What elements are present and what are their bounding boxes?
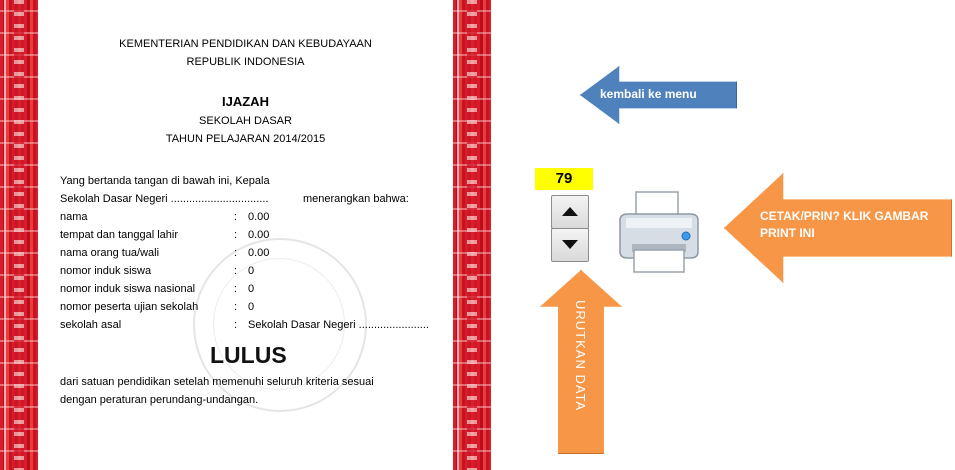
- intro-line-1: Yang bertanda tangan di bawah ini, Kepala: [60, 175, 270, 187]
- print-hint-label: CETAK/PRIN? KLIK GAMBAR PRINT INI: [760, 209, 929, 240]
- field-value: 0.00: [248, 247, 270, 259]
- field-value: 0.00: [248, 229, 270, 241]
- field-label: nomor induk siswa: [60, 265, 152, 277]
- field-value: 0: [248, 265, 255, 277]
- back-to-menu-label[interactable]: kembali ke menu: [600, 87, 697, 101]
- sort-data-label: URUTKAN DATA: [573, 300, 588, 412]
- field-colon: :: [234, 301, 238, 313]
- intro-line-3: menerangkan bahwa:: [303, 193, 409, 205]
- field-colon: :: [234, 229, 238, 241]
- intro-line-2: Sekolah Dasar Negeri ................................: [60, 193, 269, 205]
- field-colon: :: [234, 211, 238, 223]
- field-value: Sekolah Dasar Negeri .......................: [248, 319, 429, 331]
- field-colon: :: [234, 319, 238, 331]
- closing-line-1: dari satuan pendidikan setelah memenuhi seluruh kriteria sesuai: [60, 376, 374, 388]
- certificate-title: IJAZAH: [222, 94, 269, 109]
- printer-icon: [614, 188, 704, 278]
- spin-down-button[interactable]: [551, 228, 589, 262]
- field-label: nomor induk siswa nasional: [60, 283, 196, 295]
- triangle-down-icon: [562, 240, 578, 249]
- certificate-document: [38, 0, 453, 470]
- academic-year: TAHUN PELAJARAN 2014/2015: [165, 133, 326, 145]
- field-value: 0.00: [248, 211, 270, 223]
- spin-up-button[interactable]: [551, 195, 589, 229]
- field-colon: :: [234, 283, 238, 295]
- field-colon: :: [234, 265, 238, 277]
- field-label: tempat dan tanggal lahir: [60, 229, 179, 241]
- triangle-up-icon: [562, 207, 578, 216]
- country-heading: REPUBLIK INDONESIA: [186, 56, 305, 68]
- field-label: nama orang tua/wali: [60, 247, 160, 259]
- print-button[interactable]: [614, 188, 704, 278]
- record-counter: 79: [535, 168, 593, 190]
- field-value: 0: [248, 301, 255, 313]
- decorative-border-left: [0, 0, 38, 470]
- ministry-heading: KEMENTERIAN PENDIDIKAN DAN KEBUDAYAAN: [119, 38, 372, 50]
- decorative-border-right: [453, 0, 491, 470]
- field-label: sekolah asal: [60, 319, 122, 331]
- field-label: nomor peserta ujian sekolah: [60, 301, 199, 313]
- school-level: SEKOLAH DASAR: [199, 115, 292, 127]
- field-label: nama: [60, 211, 88, 223]
- field-value: 0: [248, 283, 255, 295]
- closing-line-2: dengan peraturan perundang-undangan.: [60, 394, 259, 406]
- field-colon: :: [234, 247, 238, 259]
- result-status: LULUS: [210, 342, 287, 368]
